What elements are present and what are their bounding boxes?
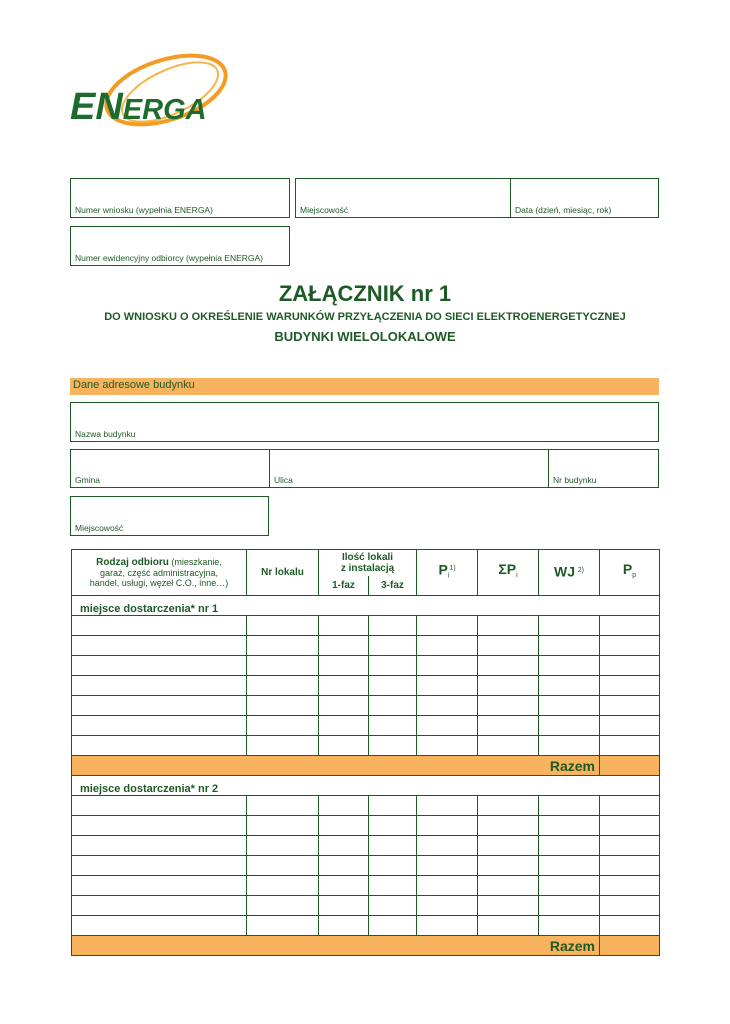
ulica-field[interactable] [269,449,549,488]
col-rodzaj-rest3: handel, usługi, węzeł C.O., inne…) [89,578,229,588]
razem-row-1 [72,756,660,776]
col-ilosc-line1: Ilość lokali [341,551,394,563]
nazwa-budynku-field[interactable] [70,402,659,442]
col-rodzaj-odbioru [72,550,247,596]
table-row[interactable] [72,836,660,856]
col-p-sub: i [447,572,450,580]
col-pp-symbol: P [622,561,633,577]
col-wj [539,550,600,596]
table-row[interactable] [72,896,660,916]
numer-ewidencyjny-label: Numer ewidencyjny odbiorcy (wypełnia ENERGA) [75,253,264,263]
page-subtitle: DO WNIOSKU O OKREŚLENIE WARUNKÓW PRZYŁĄCZENIA DO SIECI ELEKTROENERGETYCZNEJ [104,311,626,323]
col-wj-sup: 2) [577,567,585,575]
nr-budynku-label: Nr budynku [553,475,597,485]
nr-budynku-field[interactable] [548,449,659,488]
col-rodzaj-bold: Rodzaj odbioru [96,557,169,568]
col-p-sup: 1) [449,565,456,573]
col-rodzaj-rest1: (mieszkanie, [168,557,222,567]
table-row[interactable] [72,876,660,896]
col-1faz: 1-faz [319,576,369,596]
razem-label-2: Razem [72,936,600,956]
table-row[interactable] [72,816,660,836]
col-pp-sub: p [632,572,637,579]
table-row[interactable] [72,636,660,656]
section-2-label: miejsce dostarczenia* nr 2 [72,776,660,796]
col-pp [600,550,660,596]
razem-label-1: Razem [72,756,600,776]
miejscowosc-field[interactable] [70,496,269,536]
col-p-symbol: P [438,561,448,578]
section-1-label: miejsce dostarczenia* nr 1 [72,596,660,616]
energa-logo [66,52,236,136]
miejscowosc-top-field[interactable] [295,178,511,218]
gmina-field[interactable] [70,449,270,488]
table-row[interactable] [72,696,660,716]
table-row[interactable] [72,676,660,696]
razem-value-2[interactable] [600,936,660,956]
col-sum-symbol: ΣP [498,561,517,577]
razem-value-1[interactable] [600,756,660,776]
col-ilosc-lokali [319,550,417,576]
miejscowosc-label: Miejscowość [75,523,124,533]
table-row[interactable] [72,796,660,816]
razem-row-2 [72,936,660,956]
col-p [417,550,478,596]
table-row[interactable] [72,856,660,876]
table-row[interactable] [72,616,660,636]
col-sum-sub: i [516,572,518,579]
nazwa-budynku-label: Nazwa budynku [75,429,136,439]
col-ilosc-line2: z instalacją [340,562,395,574]
table-row[interactable] [72,916,660,936]
page-subtitle-2: BUDYNKI WIELOLOKALOWE [274,329,456,344]
ulica-label: Ulica [274,475,293,485]
table-row[interactable] [72,736,660,756]
logo-text-en: EN [70,86,123,128]
gmina-label: Gmina [75,475,101,485]
odbiory-table [71,549,660,956]
table-row[interactable] [72,656,660,676]
col-3faz: 3-faz [369,576,417,596]
page-title: ZAŁĄCZNIK nr 1 [278,281,452,306]
data-label: Data (dzień, miesiąc, rok) [515,205,612,215]
numer-ewidencyjny-field[interactable] [70,226,290,266]
address-section-header-label: Dane adresowe budynku [73,379,195,391]
col-wj-symbol: WJ [554,563,575,580]
section-1-row [72,596,660,616]
numer-wniosku-label: Numer wniosku (wypełnia ENERGA) [75,205,213,215]
col-rodzaj-rest2: garaż, część administracyjna, [99,568,219,578]
section-2-row [72,776,660,796]
address-section-header [70,378,659,395]
table-row[interactable] [72,716,660,736]
miejscowosc-top-label: Miejscowość [300,205,349,215]
table-header-row [72,550,660,576]
numer-wniosku-field[interactable] [70,178,290,218]
logo-text-erga: ERGA [122,94,207,126]
col-nr-lokalu: Nr lokalu [247,550,319,596]
data-field[interactable] [510,178,659,218]
col-sum-p [478,550,539,596]
